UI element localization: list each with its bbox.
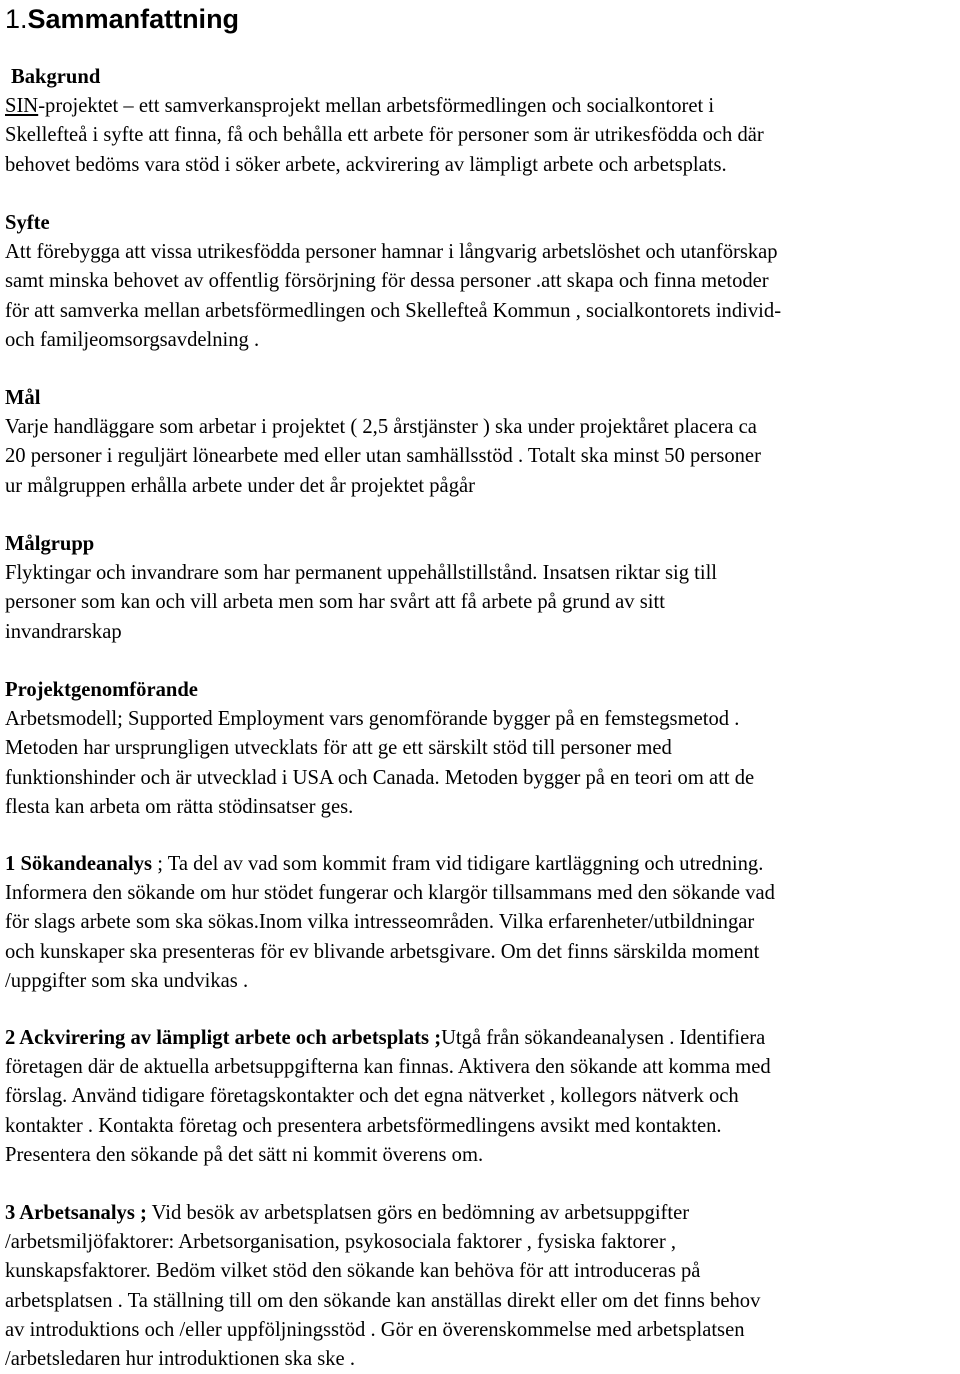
step1-heading: 1 Sökandeanalys — [5, 853, 153, 875]
step2-section — [5, 1024, 960, 1170]
projektgenomforande-section — [5, 676, 960, 822]
malgrupp-line-3: invandrarskap — [5, 620, 122, 643]
mal-line-3: ur målgruppen erhålla arbete under det år projektet pågår — [5, 474, 475, 497]
section-number: 1. — [5, 4, 28, 34]
bakgrund-line-1: SIN-projektet – ett samverkansprojekt mellan arbetsförmedlingen och socialkontoret i — [5, 95, 715, 118]
syfte-section — [5, 209, 960, 355]
syfte-line-4: och familjeomsorgsavdelning . — [5, 328, 260, 351]
step2-heading: 2 Ackvirering av lämpligt arbete och arbetsplats ; — [5, 1027, 442, 1049]
malgrupp-heading: Målgrupp — [5, 533, 95, 555]
step3-line-1: 3 Arbetsanalys ; Vid besök av arbetsplatsen görs en bedömning av arbetsuppgifter — [5, 1202, 690, 1224]
step2-line-4: kontakter . Kontakta företag och presentera arbetsförmedlingens avsikt med kontakten. — [5, 1114, 722, 1137]
bakgrund-line-2: Skellefteå i syfte att finna, få och behålla ett arbete för personer som är utrikesfödda och där — [5, 124, 764, 147]
step2-line-1: 2 Ackvirering av lämpligt arbete och arbetsplats ;Utgå från sökandeanalysen . Identifiera — [5, 1027, 766, 1049]
step2-line-5: Presentera den sökande på det sätt ni kommit överens om. — [5, 1143, 484, 1166]
bakgrund-heading: Bakgrund — [11, 66, 101, 88]
malgrupp-line-1: Flyktingar och invandrare som har permanent uppehållstillstånd. Insatsen riktar sig till — [5, 562, 718, 585]
step3-section — [5, 1199, 960, 1374]
step3-line-5: av introduktions och /eller uppföljningsstöd . Gör en överenskommelse med arbetsplatsen — [5, 1318, 745, 1341]
projektgenomforande-line-4: flesta kan arbeta om rätta stödinsatser ges. — [5, 795, 354, 818]
mal-line-1: Varje handläggare som arbetar i projektet ( 2,5 årstjänster ) ska under projektåret placera ca — [5, 416, 757, 439]
projektgenomforande-heading: Projektgenomförande — [5, 679, 198, 701]
section-title-text: Sammanfattning — [27, 4, 240, 34]
malgrupp-line-2: personer som kan och vill arbeta men som har svårt att få arbete på grund av sitt — [5, 591, 665, 614]
step1-line-3: för slags arbete som ska sökas.Inom vilka intresseområden. Vilka erfarenheter/utbildningar — [5, 911, 755, 934]
step3-line-3: kunskapsfaktorer. Bedöm vilket stöd den sökande kan behöva för att introduceras på — [5, 1260, 701, 1283]
bakgrund-line-3: behovet bedöms vara stöd i söker arbete, ackvirering av lämpligt arbete och arbetsplats. — [5, 153, 727, 176]
step2-line-3: förslag. Använd tidigare företagskontakter och det egna nätverket , kollegors nätverk och — [5, 1085, 739, 1108]
malgrupp-section — [5, 530, 960, 647]
mal-line-2: 20 personer i reguljärt lönearbete med eller utan samhällsstöd . Totalt ska minst 50 personer — [5, 445, 761, 468]
sin-link[interactable]: SIN — [5, 95, 39, 118]
projektgenomforande-line-1: Arbetsmodell; Supported Employment vars genomförande bygger på en femstegsmetod . — [5, 708, 740, 731]
step3-heading: 3 Arbetsanalys ; — [5, 1202, 147, 1224]
syfte-heading: Syfte — [5, 212, 50, 234]
step1-line-2: Informera den sökande om hur stödet fungerar och klargör tillsammans med den sökande vad — [5, 882, 775, 905]
mal-heading: Mål — [5, 387, 41, 409]
mal-section — [5, 384, 960, 501]
projektgenomforande-line-2: Metoden har ursprungligen utvecklats för att ge ett särskilt stöd till personer med — [5, 737, 672, 760]
step2-line-2: företagen där de aktuella arbetsuppgifterna kan finnas. Aktivera den sökande att komma med — [5, 1056, 771, 1079]
step3-line-6: /arbetsledaren hur introduktionen ska ske . — [5, 1347, 355, 1370]
bakgrund-section — [5, 63, 960, 180]
section-title — [5, 2, 239, 36]
step1-line-4: och kunskaper ska presenteras för ev blivande arbetsgivare. Om det finns särskilda moment — [5, 940, 760, 963]
step3-line-2: /arbetsmiljöfaktorer: Arbetsorganisation, psykosociala faktorer , fysiska faktorer , — [5, 1231, 677, 1254]
projektgenomforande-line-3: funktionshinder och är utvecklad i USA och Canada. Metoden bygger på en teori om att de — [5, 766, 755, 789]
syfte-line-3: för att samverka mellan arbetsförmedlingen och Skellefteå Kommun , socialkontorets individ- — [5, 299, 782, 322]
step1-section — [5, 850, 960, 996]
step1-line-5: /uppgifter som ska undvikas . — [5, 969, 249, 992]
step3-line-4: arbetsplatsen . Ta ställning till om den sökande kan anställas direkt eller om det finns behov — [5, 1289, 761, 1312]
syfte-line-2: samt minska behovet av offentlig försörjning för dessa personer .att skapa och finna metoder — [5, 270, 769, 293]
syfte-line-1: Att förebygga att vissa utrikesfödda personer hamnar i långvarig arbetslöshet och utanförskap — [5, 241, 778, 264]
step1-line-1: 1 Sökandeanalys ; Ta del av vad som kommit fram vid tidigare kartläggning och utredning. — [5, 853, 764, 875]
